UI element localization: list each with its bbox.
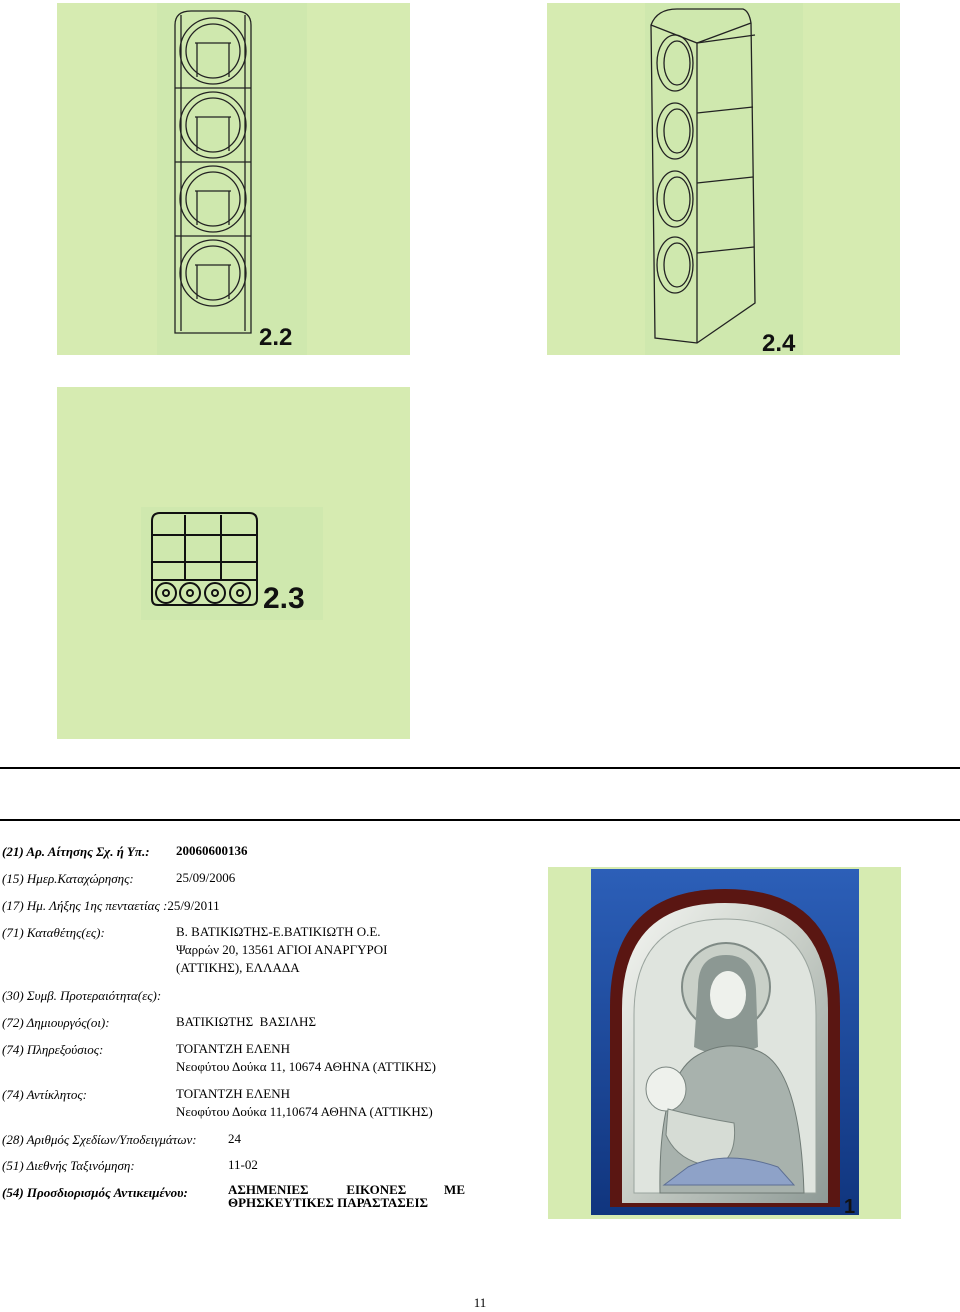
field-74a	[2, 1042, 103, 1057]
field-72-label: (72) Δημιουργός(οι):	[2, 1015, 110, 1030]
field-74b	[2, 1087, 87, 1102]
field-74b-line-1: ΤΟΓΑΝΤΖΗ ΕΛΕΝΗ	[176, 1086, 290, 1101]
traffic-light-front-drawing	[57, 3, 410, 355]
field-74a-line-1: ΤΟΓΑΝΤΖΗ ΕΛΕΝΗ	[176, 1041, 290, 1056]
field-21-label: (21) Αρ. Αίτησης Σχ. ή Υπ.:	[2, 844, 150, 859]
figure-2-2-panel	[57, 3, 410, 355]
field-74b-line-2: Νεοφύτου Δούκα 11,10674 ΑΘΗΝΑ (ΑΤΤΙΚΗΣ)	[176, 1104, 433, 1119]
field-15-value: 25/09/2006	[176, 870, 236, 885]
field-54-label: (54) Προσδιορισμός Αντικειμένου:	[2, 1185, 188, 1200]
field-71-label: (71) Καταθέτης(ες):	[2, 925, 105, 940]
field-15	[2, 871, 134, 886]
field-54-line-1: ΑΣΗΜΕΝΙΕΣ ΕΙΚΟΝΕΣ ΜΕ	[228, 1182, 465, 1197]
traffic-light-perspective-drawing	[547, 3, 900, 355]
page-number: 11	[473, 1295, 487, 1310]
traffic-light-top-drawing	[57, 387, 410, 739]
field-54-line-2: ΘΡΗΣΚΕΥΤΙΚΕΣ ΠΑΡΑΣΤΑΣΕΙΣ	[228, 1195, 429, 1210]
figure-2-4-panel	[547, 3, 900, 355]
field-51-value: 11-02	[228, 1157, 258, 1172]
figure-2-3-label: 2.3	[263, 582, 305, 615]
field-72-value: ΒΑΤΙΚΙΩΤΗΣ ΒΑΣΙΛΗΣ	[176, 1014, 317, 1029]
field-28	[2, 1132, 197, 1147]
field-51-label: (51) Διεθνής Ταξινόμηση:	[2, 1158, 135, 1173]
field-30	[2, 988, 161, 1003]
figure-2-3-panel	[57, 387, 410, 739]
field-17-value: 25/9/2011	[167, 898, 220, 913]
field-17	[2, 898, 220, 913]
field-21-value: 20060600136	[176, 843, 248, 858]
field-71	[2, 925, 105, 940]
field-74a-line-2: Νεοφύτου Δούκα 11, 10674 ΑΘΗΝΑ (ΑΤΤΙΚΗΣ)	[176, 1059, 436, 1074]
field-28-value: 24	[228, 1131, 241, 1146]
field-74b-label: (74) Αντίκλητος:	[2, 1087, 88, 1102]
figure-1-panel	[548, 867, 901, 1219]
field-21	[2, 844, 150, 859]
field-51	[2, 1158, 135, 1173]
field-74a-label: (74) Πληρεξούσιος:	[2, 1042, 104, 1057]
top-separator	[0, 767, 960, 769]
bottom-separator	[0, 819, 960, 821]
field-30-label: (30) Συμβ. Προτεραιότητα(ες):	[2, 988, 162, 1003]
field-71-line-2: Ψαρρών 20, 13561 ΑΓΙΟΙ ΑΝΑΡΓΥΡΟΙ	[176, 942, 388, 957]
field-54	[2, 1185, 188, 1200]
field-71-line-3: (ΑΤΤΙΚΗΣ), ΕΛΛΑΔΑ	[176, 960, 300, 975]
field-71-line-1: Β. ΒΑΤΙΚΙΩΤΗΣ-Ε.ΒΑΤΙΚΙΩΤΗ Ο.Ε.	[176, 924, 381, 939]
figure-2-2-label: 2.2	[259, 324, 293, 351]
field-17-label: (17) Ημ. Λήξης 1ης πενταετίας :	[2, 898, 168, 913]
field-28-label: (28) Αριθμός Σχεδίων/Υποδειγμάτων:	[2, 1132, 197, 1147]
figure-2-4-label: 2.4	[762, 330, 796, 355]
field-72	[2, 1015, 110, 1030]
religious-icon-photo	[548, 867, 901, 1219]
field-15-label: (15) Ημερ.Καταχώρησης:	[2, 871, 134, 886]
figure-1-label: 1	[844, 1196, 856, 1218]
